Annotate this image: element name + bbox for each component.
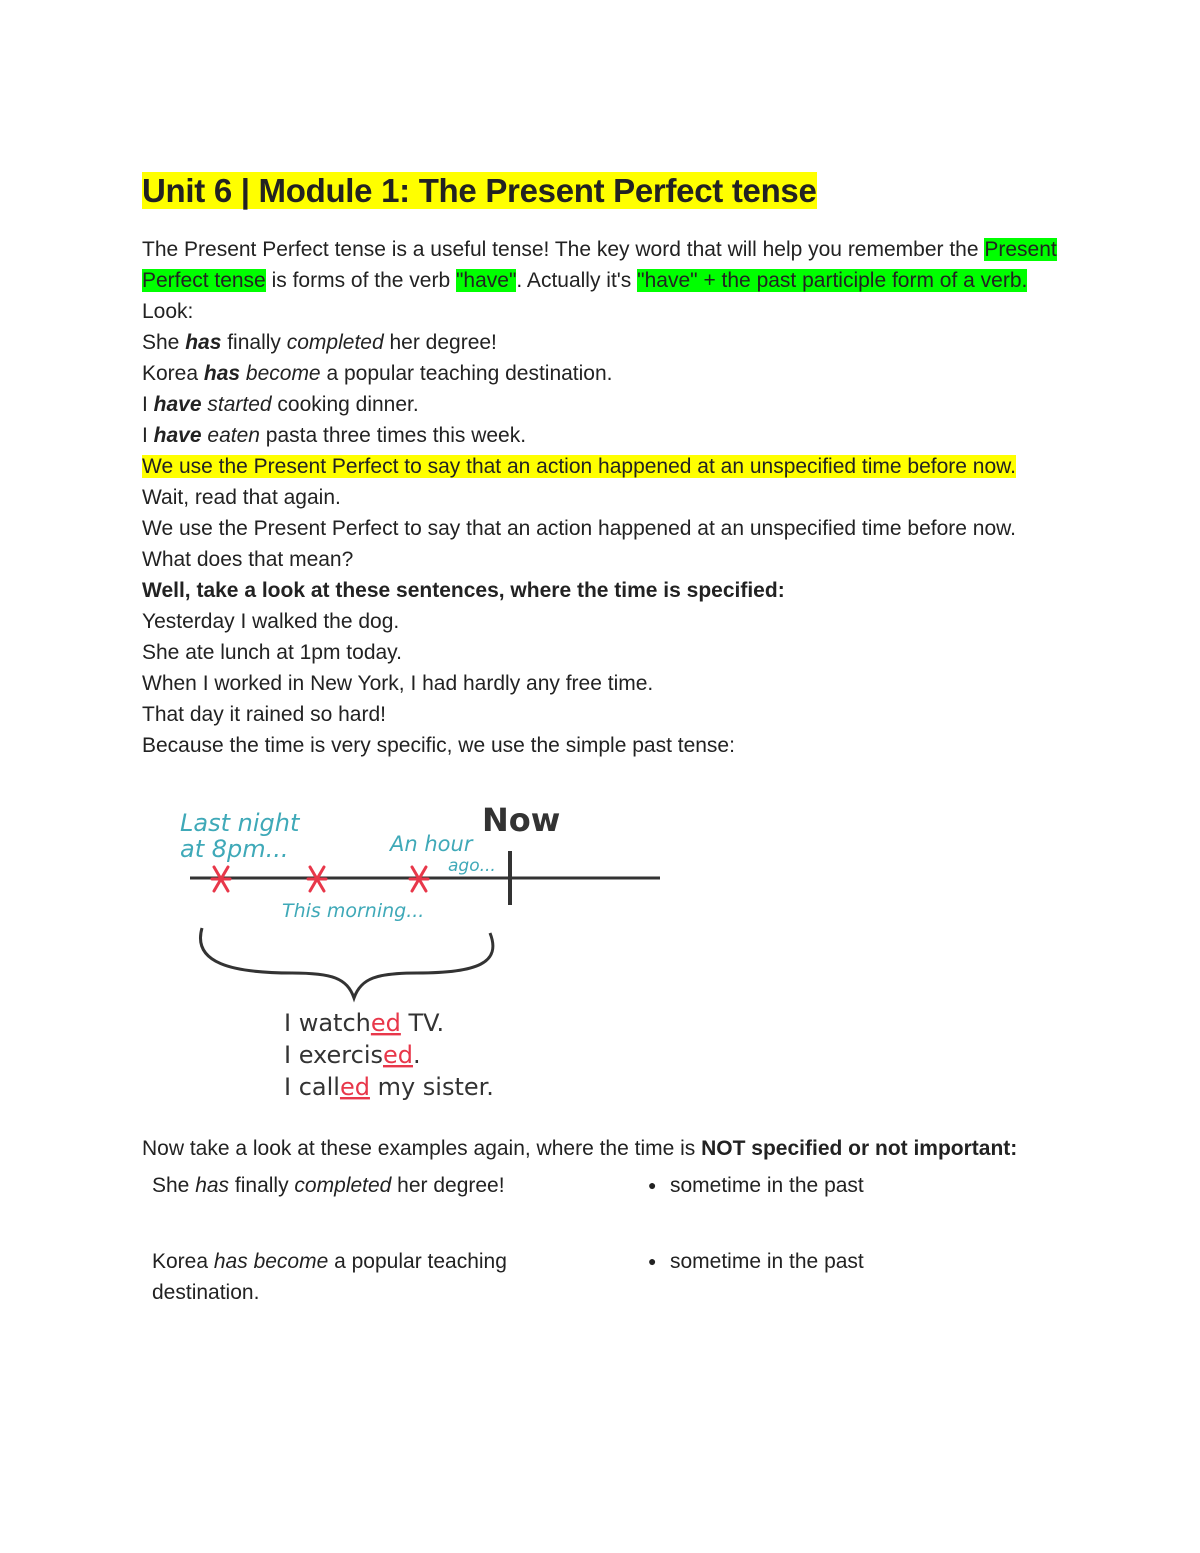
table-cell-right: ● sometime in the past	[632, 1246, 1068, 1308]
label-hour-1: An hour	[390, 832, 473, 856]
timeline-diagram	[172, 783, 732, 1113]
intro-highlight-have: "have"	[455, 269, 517, 292]
example-3: I have started cooking dinner.	[142, 393, 419, 416]
look-label: Look:	[142, 300, 194, 323]
title-highlight: Unit 6 | Module 1: The Present Perfect tense	[142, 172, 817, 209]
intro-highlight-term: Present Perfect tense	[142, 238, 1057, 292]
bullet-icon: ●	[648, 1177, 657, 1193]
rule-repeat: We use the Present Perfect to say that an action happened at an unspecified time before now.	[142, 517, 1017, 540]
brace	[200, 928, 492, 998]
document-page	[142, 168, 1072, 1308]
table-cell-right: ● sometime in the past	[632, 1170, 1068, 1246]
specified-heading: Well, take a look at these sentences, where the time is specified:	[142, 579, 785, 602]
intro-text-3: . Actually it's	[516, 269, 638, 292]
table-row	[152, 1170, 1068, 1246]
past-example-3: When I worked in New York, I had hardly any free time.	[142, 672, 654, 695]
example-4: I have eaten pasta three times this week.	[142, 424, 527, 447]
label-last-night-2: at 8pm...	[180, 835, 289, 863]
question-text: What does that mean?	[142, 548, 354, 571]
example-2: Korea has become a popular teaching destination.	[142, 362, 613, 385]
now-text: Now take a look at these examples again, where the time is NOT specified or not important:	[142, 1137, 1018, 1160]
timeline-svg	[172, 783, 732, 1113]
because-text: Because the time is very specific, we use the simple past tense:	[142, 734, 735, 757]
table-row	[152, 1246, 1068, 1308]
table-cell-left: Korea has become a popular teaching destination.	[152, 1250, 507, 1304]
diagram-sentence-1: I watched TV.	[284, 1009, 445, 1037]
bullet-icon: ●	[648, 1253, 657, 1269]
wait-text: Wait, read that again.	[142, 486, 341, 509]
examples-table	[152, 1170, 1068, 1308]
page-title	[142, 168, 1072, 214]
label-last-night-1: Last night	[180, 809, 300, 837]
intro-highlight-formula: "have" + the past participle form of a verb.	[637, 269, 1028, 292]
intro-text-2: is forms of the verb	[265, 269, 456, 292]
example-1: She has finally completed her degree!	[142, 331, 497, 354]
time-mark-2	[308, 867, 326, 891]
diagram-sentence-3: I called my sister.	[284, 1073, 494, 1101]
table-cell-left: She has finally completed her degree!	[152, 1174, 505, 1197]
label-hour-2: ago...	[448, 856, 496, 876]
diagram-sentence-2: I exercised.	[284, 1041, 421, 1069]
time-mark-3	[410, 867, 428, 891]
label-now: Now	[482, 801, 561, 839]
intro-paragraph	[142, 234, 1072, 296]
past-example-4: That day it rained so hard!	[142, 703, 386, 726]
rule-highlight: We use the Present Perfect to say that an action happened at an unspecified time before now.	[142, 455, 1017, 478]
label-this-morning: This morning...	[282, 900, 425, 922]
past-example-2: She ate lunch at 1pm today.	[142, 641, 402, 664]
past-example-1: Yesterday I walked the dog.	[142, 610, 400, 633]
intro-text-1: The Present Perfect tense is a useful tense! The key word that will help you remember the	[142, 238, 985, 261]
time-mark-1	[212, 867, 230, 891]
